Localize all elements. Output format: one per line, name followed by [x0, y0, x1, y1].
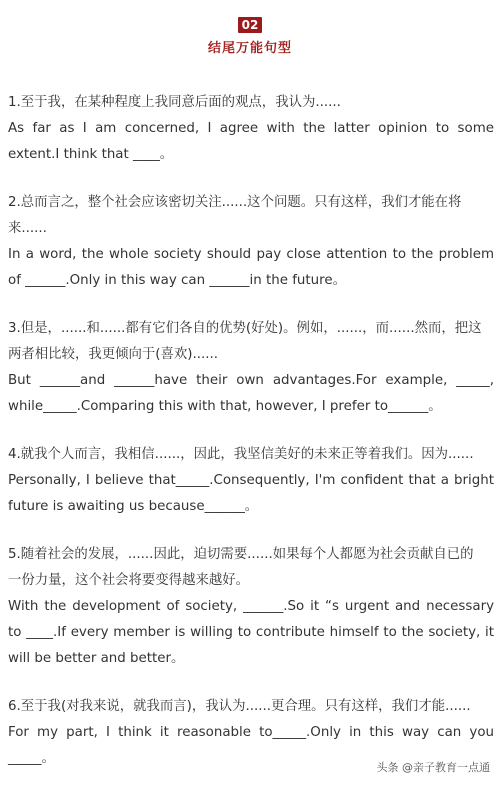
english-line: In a word, the whole society should pay close attention to the problem — [8, 247, 494, 262]
english-line: future is awaiting us because______。 — [8, 499, 259, 514]
english-line: With the development of society, ______.So it “s urgent and necessary — [8, 599, 494, 614]
chinese-line: 来...... — [8, 221, 47, 236]
english-line: As far as I am concerned, I agree with the latter opinion to some — [8, 121, 494, 136]
english-line: extent.I think that ____。 — [8, 147, 174, 162]
english-line: will be better and better。 — [8, 651, 185, 666]
chinese-line: 2.总而言之，整个社会应该密切关注......这个问题。只有这样，我们才能在将 — [8, 195, 462, 210]
sentence-pattern-5 — [8, 542, 494, 672]
english-line: to ____.If every member is willing to contribute himself to the society, it — [8, 625, 494, 640]
chinese-line: 1.至于我，在某种程度上我同意后面的观点，我认为...... — [8, 95, 341, 110]
english-line: But ______and ______have their own advantages.For example, _____, — [8, 373, 494, 388]
chinese-line: 4.就我个人而言，我相信......，因此，我坚信美好的未来正等着我们。因为...... — [8, 447, 474, 462]
section-title: 结尾万能句型 — [207, 41, 292, 56]
header — [0, 0, 500, 56]
sentence-pattern-3 — [8, 316, 494, 420]
english-line: while_____.Comparing this with that, however, I prefer to______。 — [8, 399, 442, 414]
chinese-line: 5.随着社会的发展，......因此，迫切需要......如果每个人都愿为社会贡献自已的 — [8, 547, 474, 562]
chinese-line: 6.至于我(对我来说，就我而言)，我认为......更合理。只有这样，我们才能...... — [8, 699, 471, 714]
sentence-pattern-1 — [8, 90, 494, 168]
chinese-line: 3.但是，......和......都有它们各自的优势(好处)。例如，......，而......然而，把这 — [8, 321, 482, 336]
sentence-list — [8, 90, 494, 794]
english-line: For my part, I think it reasonable to_____.Only in this way can you — [8, 725, 494, 740]
chinese-line: 一份力量，这个社会将要变得越来越好。 — [8, 573, 250, 588]
english-line: Personally, I believe that_____.Consequently, I'm confident that a bright — [8, 473, 494, 488]
chinese-line: 两者相比较，我更倾向于(喜欢)...... — [8, 347, 219, 362]
section-number-badge: 02 — [238, 17, 263, 33]
sentence-pattern-2 — [8, 190, 494, 294]
english-line: _____。 — [8, 751, 55, 766]
sentence-pattern-4 — [8, 442, 494, 520]
watermark: 头条 @亲子教育一点通 — [376, 761, 490, 774]
english-line: of ______.Only in this way can ______in the future。 — [8, 273, 346, 288]
